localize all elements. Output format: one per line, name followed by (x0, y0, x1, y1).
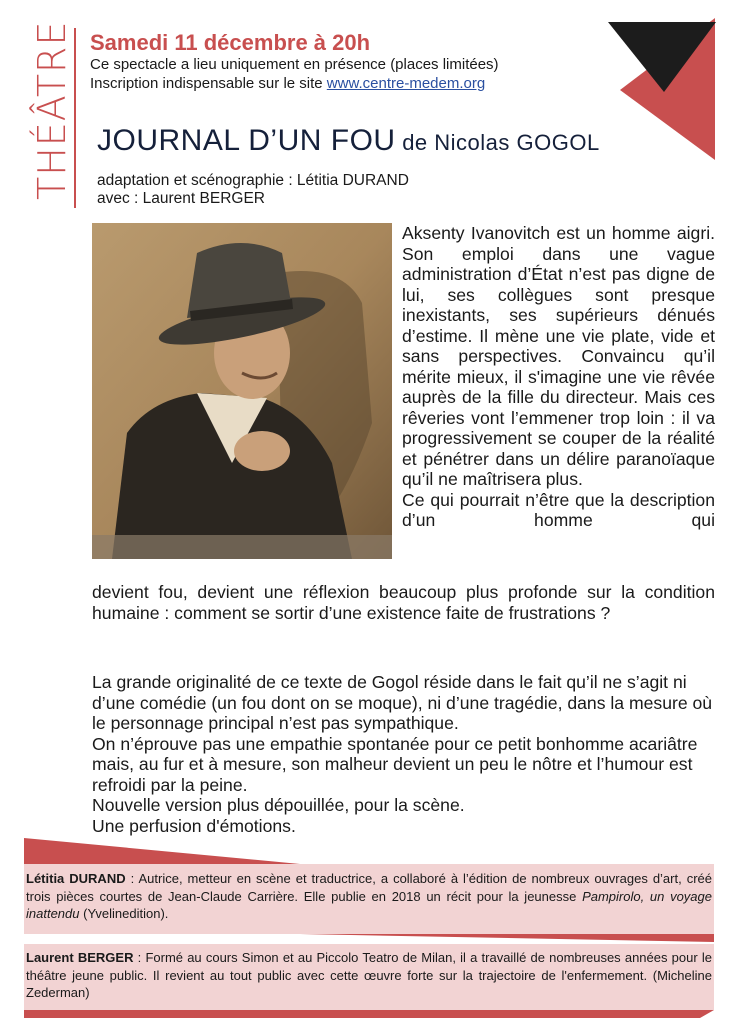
bio-director-publisher: (Yvelinedition). (79, 906, 169, 921)
corner-decoration (580, 0, 734, 170)
bio-actor (26, 949, 712, 1002)
synopsis-full (92, 582, 715, 623)
bio-director-name: Létitia DURAND (26, 871, 126, 886)
commentary-paragraph-3: Nouvelle version plus dépouillée, pour la scène. (92, 795, 465, 815)
bio-director (26, 870, 712, 923)
registration-notice (90, 75, 485, 92)
credit-adaptation: adaptation et scénographie : Létitia DURAND (97, 172, 409, 189)
presence-notice: Ce spectacle a lieu uniquement en présence (places limitées) (90, 56, 499, 73)
play-title (97, 124, 600, 158)
event-date: Samedi 11 décembre à 20h (90, 30, 371, 55)
bio-actor-name: Laurent BERGER (26, 950, 134, 965)
commentary (92, 672, 715, 836)
actor-photo (92, 223, 392, 559)
synopsis-paragraph-2-start: Ce qui pourrait n’être que la description d’un homme qui (402, 489, 715, 530)
commentary-paragraph-1: La grande originalité de ce texte de Gogol réside dans le fait qu’il ne s’agit ni d’une comédie (un fou dont on se moque), ni d’une tragédie, dans la mesure où le personnage principal n’est pas sympathique. (92, 672, 713, 733)
commentary-paragraph-4: Une perfusion d'émotions. (92, 815, 296, 836)
synopsis-paragraph-1: Aksenty Ivanovitch est un homme aigri. Son emploi dans une vague administration d’État n’est pas digne de lui, ses collègues sont presque inexistants, ses supérieurs dénués d’estime. Il mène une vie plate, vide et sans perspectives. Convaincu qu’il mérite mieux, il s'imagine une vie rêvée auprès de la fille du directeur. Mais ces rêveries vont l’emmener trop loin : il va progressivement se couper de la réalité et pénétrer dans un délire paranoïaque qu’il ne maîtrisera plus. (402, 223, 715, 489)
bio-director-book: Pampirolo, un voyage inattendu (26, 888, 712, 921)
credit-cast: avec : Laurent BERGER (97, 190, 265, 207)
footer-red-band-top (24, 838, 300, 864)
synopsis-side (402, 223, 715, 531)
genre-label: THÉÂTRE (30, 20, 74, 200)
play-author: de Nicolas GOGOL (395, 130, 600, 155)
play-title-main: JOURNAL D’UN FOU (97, 124, 396, 157)
footer-red-strip-bottom (24, 1010, 714, 1018)
bio-actor-text: : Formé au cours Simon et au Piccolo Teatro de Milan, il a travaillé de nombreuses années pour le théâtre jeune public. Il revient au tout public avec cette œuvre forte sur la trajectoire de l'enfermement. (Micheline Zederman) (26, 950, 712, 1000)
synopsis-paragraph-2-end: devient fou, devient une réflexion beaucoup plus profonde sur la condition humaine : comment se sortir d’une existence faite de frustrations ? (92, 582, 715, 623)
commentary-paragraph-2: On n’éprouve pas une empathie spontanée pour ce petit bonhomme acariâtre mais, au fur et à mesure, son malheur devient un peu le nôtre et l’humour est refroidi par la peine. (92, 733, 698, 795)
website-link[interactable]: www.centre-medem.org (326, 75, 486, 92)
vertical-divider (74, 28, 76, 208)
bio-director-text: : Autrice, metteur en scène et traductrice, a collaboré à l’édition de nombreux ouvrages d’art, créé trois pièces courtes de Jean-Claude Carrière. Elle publie en 2018 un récit pour la jeunesse (26, 871, 712, 904)
registration-prefix: Inscription indispensable sur le site (90, 75, 327, 92)
